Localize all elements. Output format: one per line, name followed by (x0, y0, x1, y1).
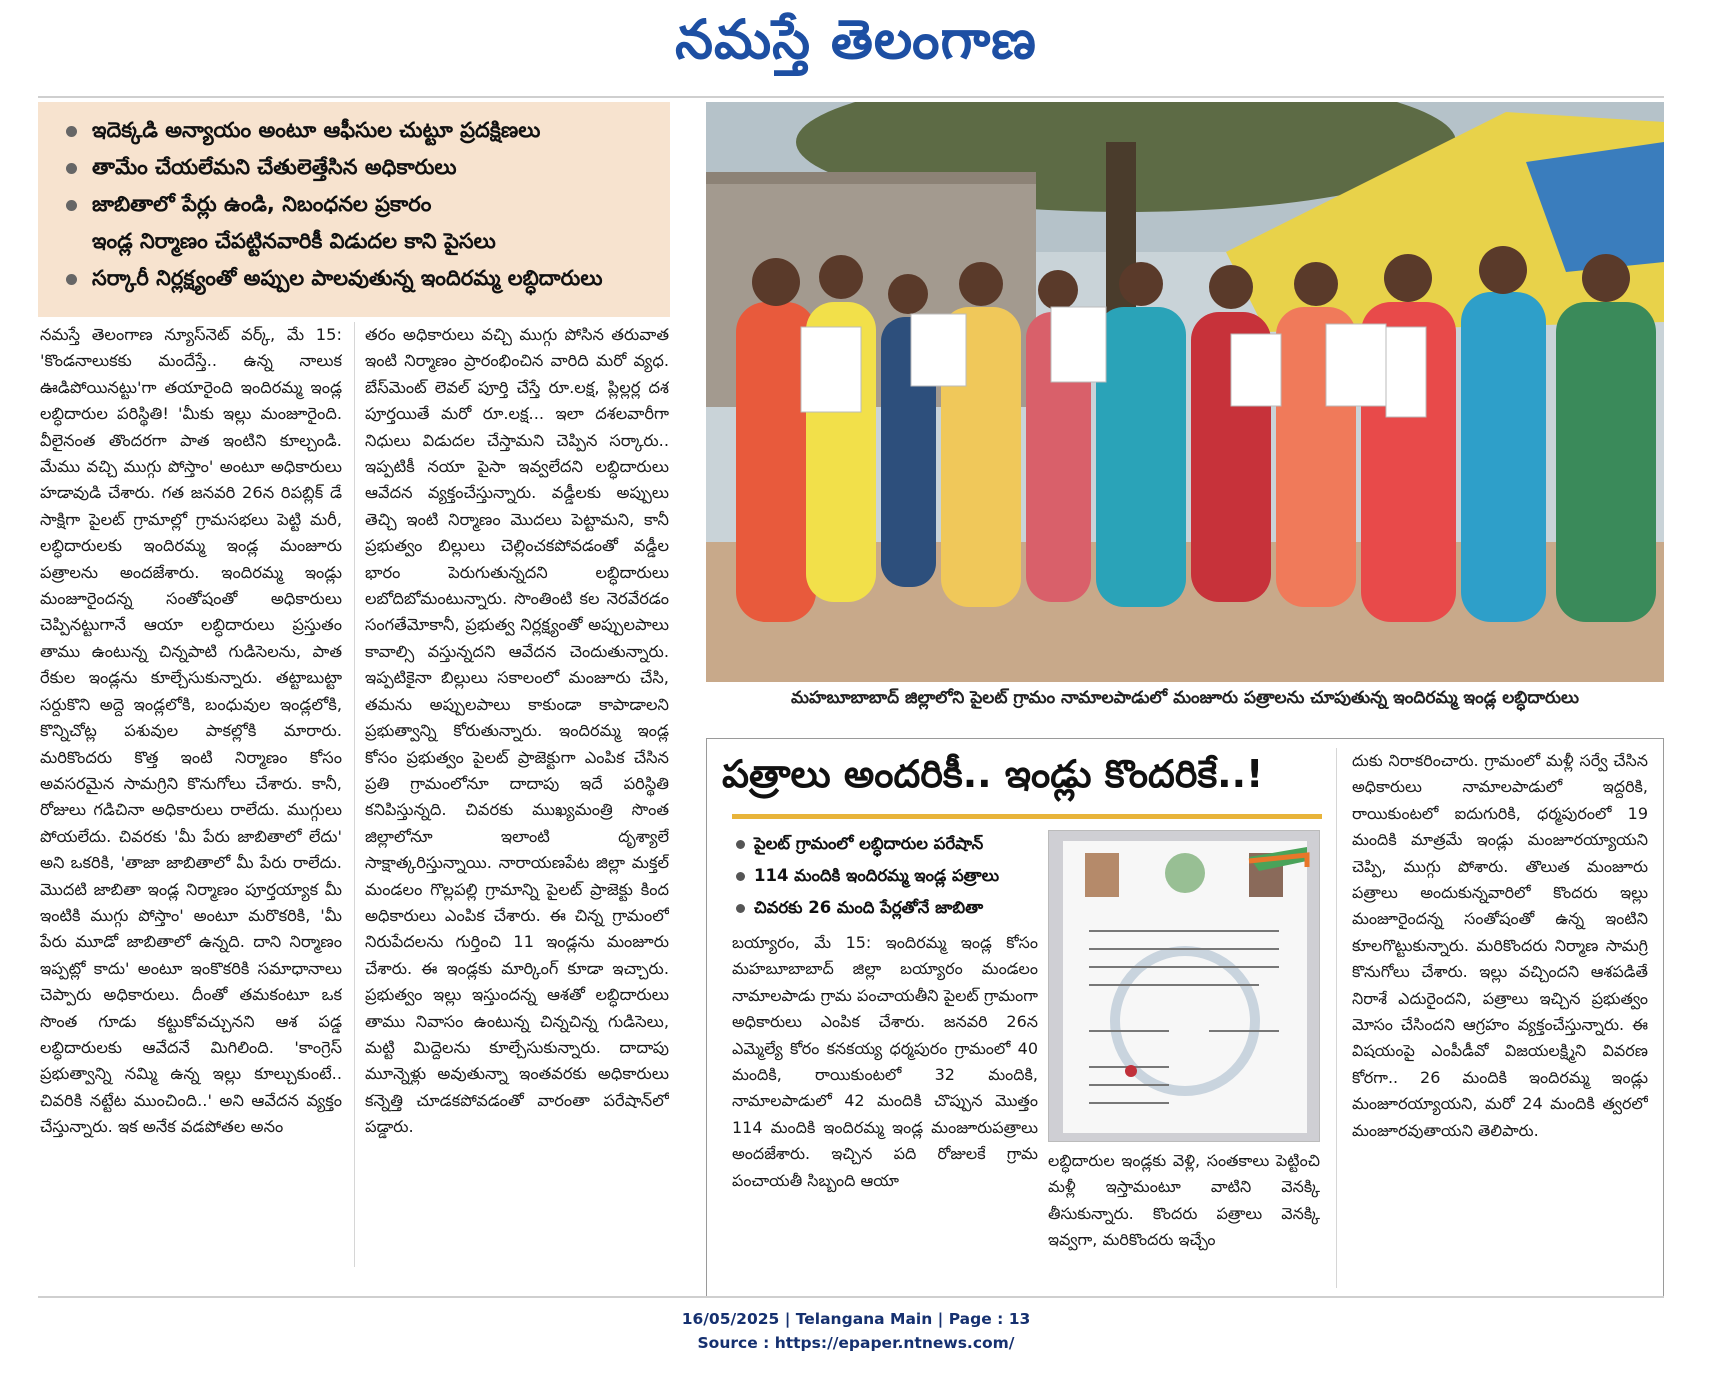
side-bullet-item: 114 మందికి ఇందిరమ్మ ఇండ్ల పత్రాలు (732, 860, 1038, 892)
news-photo (706, 102, 1664, 682)
highlights-box (38, 102, 670, 317)
side-story-column-3 (1352, 748, 1648, 1298)
bullet-icon (736, 872, 745, 881)
headline-underline (732, 814, 1322, 819)
bullet-icon (66, 200, 77, 211)
side-story-column-1 (732, 930, 1038, 1290)
side-bullet-item: పైలట్ గ్రామంలో లబ్ధిదారుల పరేషాన్ (732, 828, 1038, 860)
source-link[interactable]: Source : https://epaper.ntnews.com/ (697, 1334, 1015, 1352)
article-text: నమస్తే తెలంగాణ న్యూస్‌నెట్ వర్క్, మే 15: 'కొండనాలుకకు మందేస్తే.. ఉన్న నాలుక ఊడిపోయినట్టు'గా తయారైంది ఇందిరమ్మ ఇండ్ల లబ్ధిదారుల పరిస్థితి! 'మీకు ఇల్లు మంజూరైంది. వీలైనంత తొందరగా పాత ఇంటిని కూల్చండి. మేము వచ్చి ముగ్గు పోస్తాం' అంటూ అధికారులు హడావుడి చేశారు. గత జనవరి 26న రిపబ్లిక్ డే సాక్షిగా పైలట్ గ్రామాల్లో గ్రామసభలు పెట్టి మరీ, లబ్ధిదారులకు ఇందిరమ్మ ఇండ్ల మంజూరు పత్రాలను అందజేశారు. ఇందిరమ్మ ఇండ్లు మంజూరైందన్న సంతోషంతో అధికారులు చెప్పినట్టుగానే ఆయా లబ్ధిదారులు ప్రస్తుతం తాము ఉంటున్న చిన్నపాటి గుడిసెలను, పాత రేకుల ఇండ్లను కూల్చేసుకున్నారు. తట్టాబుట్టా సర్దుకొని అద్దె ఇండ్లలోకి, బంధువుల ఇండ్లలోకి, కొన్నిచోట్ల పశువుల పాకల్లోకి మారారు. మరికొందరు కొత్త ఇంటి నిర్మాణం కోసం అవసరమైన సామగ్రిని కొనుగోలు చేశారు. కానీ, రోజులు గడిచినా అధికారులు రాలేదు. ముగ్గులు పోయలేదు. చివరకు 'మీ పేరు జాబితాలో లేదు' అని ఒకరికి, 'తాజా జాబితాలో మీ పేరు రాలేదు. మొదటి జాబితా ఇండ్ల నిర్మాణం పూర్తయ్యాక మీ ఇంటికి ముగ్గు పోస్తాం' అంటూ మరొకరికి, 'మీ పేరు మూడో జాబితాలో ఉన్నది. దాని నిర్మాణం ఇప్పట్లో కాదు' అంటూ ఇంకొకరికి సమాధానాలు చెప్పారు అధికారులు. దీంతో తమకంటూ ఒక సొంత గూడు కట్టుకోవచ్చునని ఆశ పడ్డ లబ్ధిదారులకు ఆవేదనే మిగిలింది. 'కాంగ్రెస్ ప్రభుత్వాన్ని నమ్మి ఉన్న ఇల్లు కూల్చుకుంటే.. చివరికి నట్టేట ముంచింది..' అని ఆవేదన వ్యక్తం చేస్తున్నారు. ఇక అనేక వడపోతల అనం (40, 325, 342, 1137)
highlight-item: సర్కారీ నిర్లక్ష్యంతో అప్పుల పాలవుతున్న ఇందిరమ్మ లబ్ధిదారులు (60, 260, 656, 297)
newspaper-title: నమస్తే తెలంగాణ (675, 8, 1037, 71)
article-column-1 (40, 322, 342, 1272)
highlight-item-continued: ఇండ్ల నిర్మాణం చేపట్టినవారికీ విడుదల కాని పైసలు (92, 229, 496, 253)
edition-info: 16/05/2025 | Telangana Main | Page : 13 (681, 1310, 1031, 1328)
highlight-item: ఇదెక్కడి అన్యాయం అంటూ ఆఫీసుల చుట్టూ ప్రదక్షిణలు (60, 112, 656, 149)
bullet-icon (736, 904, 745, 913)
column-divider (1336, 748, 1337, 1288)
bottom-divider (38, 1296, 1664, 1298)
article-text: దుకు నిరాకరించారు. గ్రామంలో మళ్లీ సర్వే చేసిన అధికారులు నామాలపాడులో ఇద్దరికి, రాయికుంటలో ఐదుగురికి, ధర్మపురంలో 19 మందికి మాత్రమే ఇండ్లు మంజూరయ్యాయని చెప్పి, ముగ్గు పోశారు. తొలుత మంజూరు పత్రాలు అందుకున్నవారిలో కొందరు ఇల్లు మంజూరైందన్న సంతోషంతో ఉన్న ఇంటిని కూలగొట్టుకున్నారు. మరికొందరు నిర్మాణ సామగ్రి కొనుగోలు చేశారు. ఇల్లు వచ్చిందని ఆశపడితే నిరాశే ఎదురైందని, పత్రాలు ఇచ్చిన ప్రభుత్వం మోసం చేసిందని ఆగ్రహం వ్యక్తంచేస్తున్నారు. ఈ విషయంపై ఎంపీడీవో విజయలక్ష్మిని వివరణ కోరగా.. 26 మందికి ఇందిరమ్మ ఇండ్లు మంజూరయ్యాయని, మరో 24 మందికి త్వరలో మంజూరవుతాయని తెలిపారు. (1352, 751, 1648, 1140)
highlight-item: తామేం చేయలేమని చేతులెత్తేసిన అధికారులు (60, 149, 656, 186)
side-story-bullets (732, 828, 1038, 924)
sanction-letter-image (1049, 831, 1320, 1142)
highlight-item: జాబితాలో పేర్లు ఉండి, నిబంధనల ప్రకారం (60, 186, 656, 223)
article-column-2 (365, 322, 669, 1272)
sanction-letter-photo (1048, 830, 1320, 1142)
article-text: లబ్ధిదారుల ఇండ్లకు వెళ్లి, సంతకాలు పెట్టించి మళ్లీ ఇస్తామంటూ వాటిని వెనక్కి తీసుకున్నారు. కొందరు పత్రాలు వెనక్కి ఇవ్వగా, మరికొందరు ఇచ్చేం (1048, 1151, 1320, 1250)
side-story-column-2 (1038, 1148, 1320, 1298)
article-text: తరం అధికారులు వచ్చి ముగ్గు పోసిన తరువాత ఇంటి నిర్మాణం ప్రారంభించిన వారిది మరో వ్యధ. బేస్‌మెంట్ లెవల్ పూర్తి చేస్తే రూ.లక్ష, ప్లిల్లర్ల దశ పూర్తయితే మరో రూ.లక్ష... ఇలా దశలవారీగా నిధులు విడుదల చేస్తామని చెప్పిన సర్కారు.. ఇప్పటికీ నయా పైసా ఇవ్వలేదని లబ్ధిదారులు ఆవేదన వ్యక్తంచేస్తున్నారు. వడ్డీలకు అప్పులు తెచ్చి ఇంటి నిర్మాణం మొదలు పెట్టామని, కానీ ప్రభుత్వం బిల్లులు చెల్లించకపోవడంతో వడ్డీల భారం పెరుగుతున్నదని లబ్ధిదారులు లబోదిబోమంటున్నారు. సొంతింటి కల నెరవేరడం సంగతేమోకానీ, ప్రభుత్వ నిర్లక్ష్యంతో అప్పులపాలు కావాల్సి వస్తున్నదని ఆవేదన చెందుతున్నారు. ఇప్పటికైనా బిల్లులు సకాలంలో మంజూరు చేసి, తమను అప్పులపాలు కాకుండా కాపాడాలని ప్రభుత్వాన్ని కోరుతున్నారు. ఇందిరమ్మ ఇండ్ల కోసం ప్రభుత్వం పైలట్ ప్రాజెక్టుగా ఎంపిక చేసిన ప్రతి గ్రామంలోనూ దాదాపు ఇదే పరిస్థితి కనిపిస్తున్నది. చివరకు ముఖ్యమంత్రి సొంత జిల్లాలోనూ ఇలాంటి దృశ్యాలే సాక్షాత్కరిస్తున్నాయి. నారాయణపేట జిల్లా మక్తల్ మండలం గొల్లపల్లి గ్రామాన్ని పైలట్ ప్రాజెక్టు కింద అధికారులు ఎంపిక చేశారు. ఈ చిన్న గ్రామంలో నిరుపేదలను గుర్తించి 11 ఇండ్లను మంజూరు చేశారు. ఈ ఇండ్లకు మార్కింగ్ కూడా ఇచ్చారు. ప్రభుత్వం ఇల్లు ఇస్తుందన్న ఆశతో లబ్ధిదారులు తాము నివాసం ఉంటున్న చిన్నచిన్న గుడిసెలు, మట్టి మిద్దెలను కూల్చేసుకున్నారు. దాదాపు మూన్నెళ్లు అవుతున్నా ఇంతవరకు అధికారులు కన్నెత్తి చూడకపోవడంతో వారంతా పరేషాన్‌లో పడ్డారు. (365, 325, 669, 1137)
top-divider (38, 96, 1664, 98)
column-divider (354, 322, 355, 1267)
article-text: బయ్యారం, మే 15: ఇందిరమ్మ ఇండ్ల కోసం మహబూబాబాద్ జిల్లా బయ్యారం మండలం నామాలపాడు గ్రామ పంచాయతీని పైలట్ గ్రామంగా అధికారులు ఎంపిక చేశారు. జనవరి 26న ఎమ్మెల్యే కోరం కనకయ్య ధర్మపురం గ్రామంలో 40 మందికి, రాయికుంటలో 32 మందికి, నామాలపాడులో 42 మందికి చొప్పున మొత్తం 114 మందికి ఇందిరమ్మ ఇండ్ల మంజూరుపత్రాలు అందజేశారు. ఇచ్చిన పది రోజులకే గ్రామ పంచాయతీ సిబ్బంది ఆయా (732, 933, 1038, 1190)
bullet-icon (66, 163, 77, 174)
bullet-icon (66, 126, 77, 137)
beneficiaries-photo-image (706, 102, 1664, 682)
bullet-icon (66, 274, 77, 285)
bullet-icon (736, 840, 745, 849)
side-bullet-item: చివరకు 26 మంది పేర్లతోనే జాబితా (732, 892, 1038, 924)
side-story-headline: పత్రాలు అందరికీ.. ఇండ్లు కొందరికే..! (722, 752, 1264, 796)
photo-caption: మహబూబాబాద్ జిల్లాలోని పైలట్ గ్రామం నామాలపాడులో మంజూరు పత్రాలను చూపుతున్న ఇందిరమ్మ ఇండ్ల లబ్ధిదారులు (791, 688, 1579, 708)
masthead (0, 8, 1712, 84)
